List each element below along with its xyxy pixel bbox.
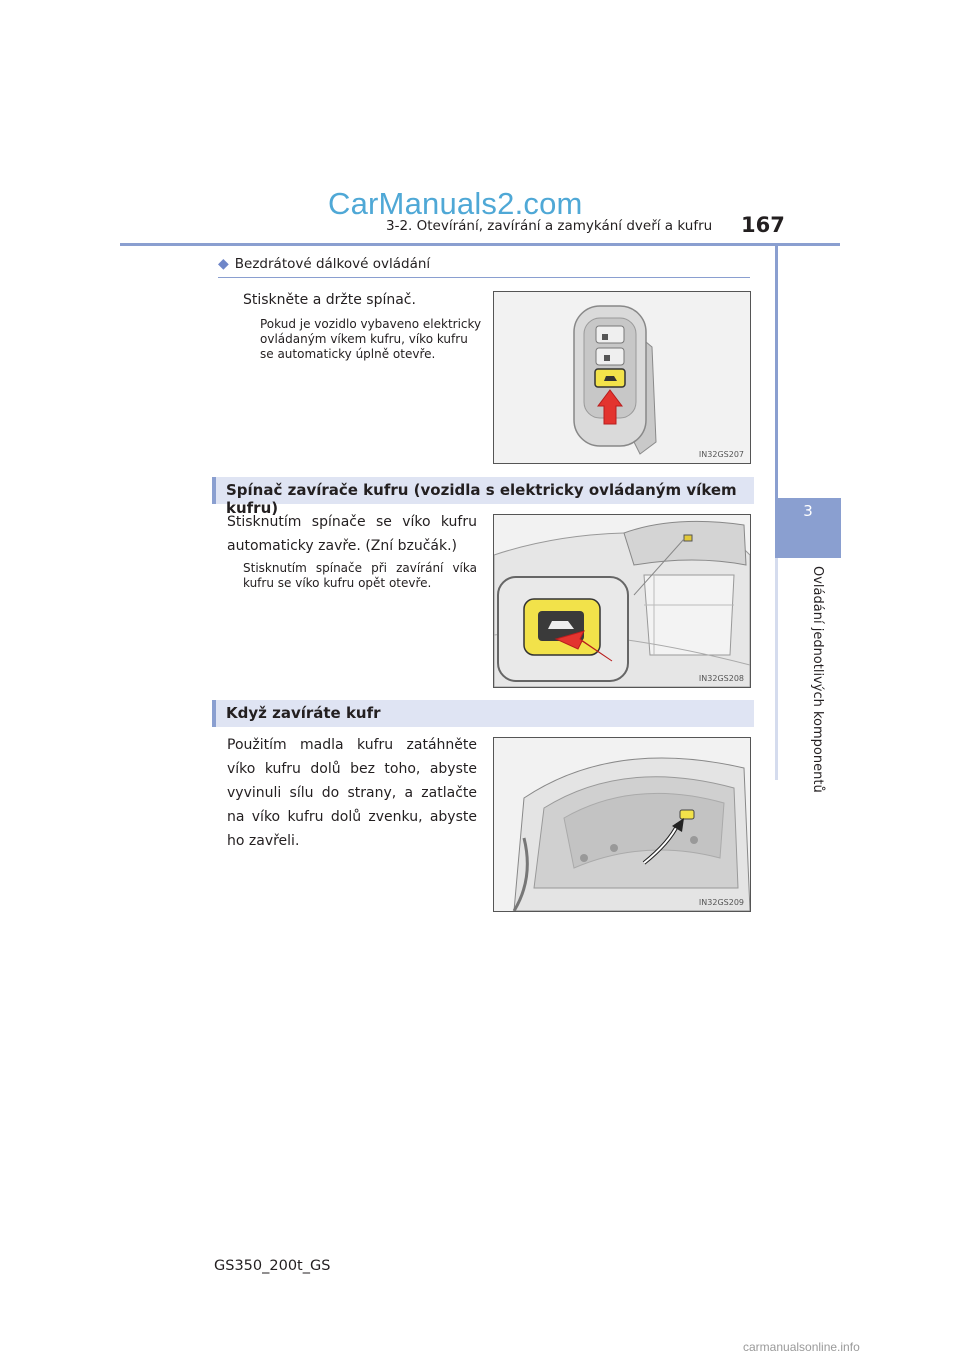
watermark-bottom: carmanualsonline.info	[743, 1340, 860, 1354]
footer-model-code: GS350_200t_GS	[214, 1258, 331, 1274]
trunk-switch-illustration	[494, 515, 750, 687]
block-1-note: Pokud je vozidlo vybaveno elektricky ovládaným víkem kufru, víko kufru se automaticky úplně otevře.	[260, 317, 482, 361]
section-header-trunk-closer	[212, 477, 754, 517]
side-rule	[775, 245, 778, 498]
section-title: Když zavíráte kufr	[226, 704, 381, 722]
chapter-tab-number: 3	[803, 502, 813, 520]
trunk-lid-illustration	[494, 738, 750, 911]
subsection-rule	[218, 277, 750, 278]
block-2-text: Stisknutím spínače se víko kufru automaticky zavře. (Zní bzučák.)	[227, 514, 477, 554]
header-rule	[120, 243, 840, 246]
figure-key-fob	[493, 291, 751, 464]
figure-code: IN32GS207	[698, 450, 744, 459]
side-rule-lower	[775, 558, 778, 780]
block-1-text: Stiskněte a držte spínač.	[243, 292, 416, 308]
key-fob-illustration	[494, 292, 750, 463]
block-3-text: Použitím madla kufru zatáhněte víko kufru dolů bez toho, abyste vyvinuli sílu do strany, a zatlačte na víko kufru dolů zvenku, abyste ho zavřeli.	[227, 737, 477, 849]
watermark-top: CarManuals2.com	[328, 186, 583, 221]
section-header-closing-trunk	[212, 700, 754, 727]
figure-trunk-switch	[493, 514, 751, 688]
chapter-side-label	[803, 566, 829, 793]
figure-trunk-lid	[493, 737, 751, 912]
diamond-icon: ◆	[218, 256, 229, 272]
figure-code: IN32GS209	[698, 898, 744, 907]
subsection-title-text: Bezdrátové dálkové ovládání	[234, 256, 431, 272]
page-number: 167	[741, 213, 785, 237]
chapter-side-label-text: Ovládání jednotlivých komponentů	[810, 566, 825, 793]
subsection-title	[218, 256, 430, 272]
section-title: Spínač zavírače kufru (vozidla s elektricky ovládaným víkem kufru)	[226, 481, 737, 517]
chapter-header: 3-2. Otevírání, zavírání a zamykání dveří a kufru	[386, 218, 713, 234]
figure-code: IN32GS208	[698, 674, 744, 683]
block-2-note: Stisknutím spínače při zavírání víka kufru se víko kufru opět otevře.	[243, 561, 477, 590]
